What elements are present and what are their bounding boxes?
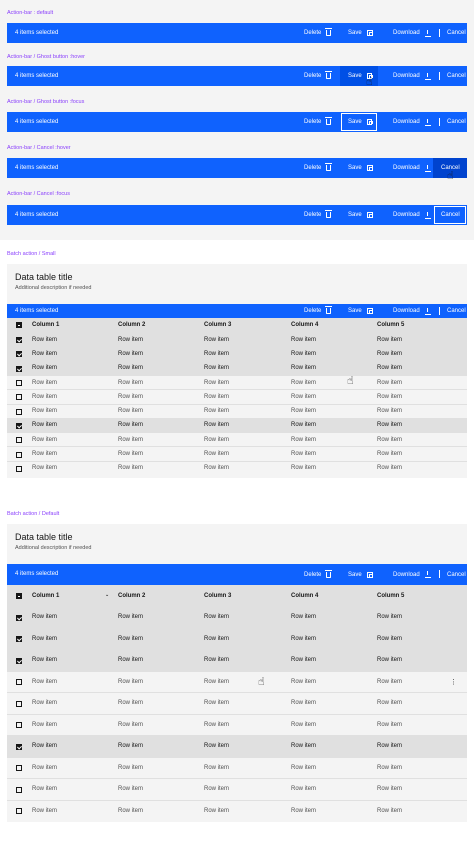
table-cell: Row item xyxy=(377,465,403,472)
cancel-label: Cancel xyxy=(441,212,460,218)
trash-can-icon xyxy=(326,308,331,314)
table-cell: Row item xyxy=(291,614,317,621)
table-cell: Row item xyxy=(204,408,230,415)
table-cell: Row item xyxy=(32,764,58,771)
delete-button[interactable] xyxy=(298,304,337,318)
table-cell: Row item xyxy=(118,743,144,750)
cancel-label: Cancel xyxy=(441,165,460,171)
column-header-5[interactable]: Column 5 xyxy=(377,592,405,599)
caption-cancel-focus: Action-bar / Cancel :focus xyxy=(7,191,70,197)
delete-label: Delete xyxy=(304,308,322,314)
cancel-label: Cancel xyxy=(447,30,466,36)
table-row[interactable] xyxy=(7,389,467,403)
download-button[interactable] xyxy=(387,112,437,132)
table-cell: Row item xyxy=(204,451,230,458)
table-cell: Row item xyxy=(32,451,58,458)
delete-label: Delete xyxy=(304,571,322,578)
data-table-small xyxy=(7,318,467,475)
table-cell: Row item xyxy=(377,678,403,685)
table-cell: Row item xyxy=(118,408,144,415)
table-cell: Row item xyxy=(291,635,317,642)
download-button[interactable] xyxy=(387,205,437,225)
cancel-label: Cancel xyxy=(447,571,466,578)
table-cell: Row item xyxy=(118,657,144,664)
download-label: Download xyxy=(393,212,420,218)
table-cell: Row item xyxy=(118,379,144,386)
table-cell: Row item xyxy=(118,635,144,642)
table-row[interactable] xyxy=(7,671,467,693)
table-cell: Row item xyxy=(377,721,403,728)
table-row[interactable] xyxy=(7,735,467,757)
divider xyxy=(439,118,440,126)
hand-cursor-icon: ☝ xyxy=(258,676,265,688)
table-cell: Row item xyxy=(32,408,58,415)
table-cell: Row item xyxy=(377,764,403,771)
row-checkbox[interactable] xyxy=(16,423,22,429)
table-cell: Row item xyxy=(291,786,317,793)
column-header-4[interactable]: Column 4 xyxy=(291,322,319,328)
table-cell: Row item xyxy=(204,657,230,664)
save-label: Save xyxy=(348,308,362,314)
table-cell: Row item xyxy=(118,807,144,814)
table-cell: Row item xyxy=(377,700,403,707)
download-icon xyxy=(425,212,431,219)
table-title: Data table title xyxy=(15,272,73,282)
table-cell: Row item xyxy=(32,657,58,664)
table-cell: Row item xyxy=(204,336,230,343)
table-row[interactable] xyxy=(7,606,467,628)
table-cell: Row item xyxy=(291,393,317,400)
table-header-row xyxy=(7,585,467,606)
table-cell: Row item xyxy=(204,350,230,357)
row-checkbox[interactable] xyxy=(16,351,22,357)
row-checkbox[interactable] xyxy=(16,394,22,400)
table-cell: Row item xyxy=(204,379,230,386)
table-cell: Row item xyxy=(377,451,403,458)
table-cell: Row item xyxy=(377,365,403,372)
row-checkbox[interactable] xyxy=(16,701,22,707)
delete-button[interactable] xyxy=(298,564,337,585)
table-cell: Row item xyxy=(291,743,317,750)
cancel-button[interactable] xyxy=(441,304,472,318)
table-row[interactable] xyxy=(7,461,467,475)
caption-ghost-hover: Action-bar / Ghost button :hover xyxy=(7,54,85,60)
table-cell: Row item xyxy=(204,365,230,372)
table-cell: Row item xyxy=(118,764,144,771)
delete-label: Delete xyxy=(304,73,322,79)
table-row[interactable] xyxy=(7,692,467,714)
table-cell: Row item xyxy=(377,614,403,621)
table-cell: Row item xyxy=(377,408,403,415)
table-row[interactable] xyxy=(7,418,467,432)
save-icon xyxy=(367,119,372,125)
table-row[interactable] xyxy=(7,332,467,346)
caption-cancel-hover: Action-bar / Cancel :hover xyxy=(7,145,71,151)
table-cell: Row item xyxy=(204,393,230,400)
divider xyxy=(439,570,440,578)
table-cell: Row item xyxy=(32,436,58,443)
hand-cursor-icon: ☝ xyxy=(366,76,373,88)
table-cell: Row item xyxy=(291,465,317,472)
delete-button[interactable] xyxy=(298,205,337,225)
row-checkbox[interactable] xyxy=(16,658,22,664)
select-all-checkbox[interactable] xyxy=(16,322,22,328)
table-title: Data table title xyxy=(15,532,73,542)
table-cell: Row item xyxy=(118,721,144,728)
save-label: Save xyxy=(348,212,362,218)
table-cell: Row item xyxy=(291,721,317,728)
save-icon xyxy=(367,308,373,314)
download-button[interactable] xyxy=(387,158,437,178)
cancel-button[interactable] xyxy=(441,66,472,86)
table-cell: Row item xyxy=(32,743,58,750)
row-checkbox[interactable] xyxy=(16,337,22,343)
table-row[interactable] xyxy=(7,714,467,736)
table-cell: Row item xyxy=(32,614,58,621)
action-bar-ghost-hover xyxy=(7,66,467,86)
row-checkbox[interactable] xyxy=(16,366,22,372)
select-all-checkbox[interactable] xyxy=(16,593,22,599)
table-cell: Row item xyxy=(118,336,144,343)
overflow-menu-icon[interactable]: ⋮ xyxy=(450,678,457,686)
table-cell: Row item xyxy=(377,350,403,357)
table-cell: Row item xyxy=(377,436,403,443)
table-header-row xyxy=(7,318,467,332)
table-row[interactable] xyxy=(7,446,467,460)
table-row[interactable] xyxy=(7,404,467,418)
table-cell: Row item xyxy=(118,614,144,621)
save-button[interactable] xyxy=(342,304,379,318)
hand-cursor-icon: ☝ xyxy=(447,170,454,182)
table-cell: Row item xyxy=(291,408,317,415)
table-cell: Row item xyxy=(291,657,317,664)
save-icon xyxy=(367,165,373,171)
selected-count: 4 items selected xyxy=(15,308,59,314)
row-checkbox[interactable] xyxy=(16,808,22,814)
action-bar-default xyxy=(7,23,467,43)
batch-action-bar-small xyxy=(7,304,467,318)
table-cell: Row item xyxy=(377,807,403,814)
table-cell: Row item xyxy=(32,336,58,343)
cancel-label: Cancel xyxy=(447,73,466,79)
action-bar-ghost-focus xyxy=(7,112,467,132)
trash-can-icon xyxy=(326,119,331,125)
column-header-2[interactable]: Column 2 xyxy=(118,322,146,328)
table-cell: Row item xyxy=(204,700,230,707)
caption-default: Action-bar : default xyxy=(7,10,54,16)
table-cell: Row item xyxy=(32,678,58,685)
delete-label: Delete xyxy=(304,212,322,218)
column-header-3[interactable]: Column 3 xyxy=(204,592,232,599)
trash-can-icon xyxy=(326,572,331,578)
table-cell: Row item xyxy=(32,365,58,372)
table-row[interactable] xyxy=(7,432,467,446)
column-header-1[interactable]: Column 1 xyxy=(32,322,60,328)
table-cell: Row item xyxy=(291,764,317,771)
delete-button[interactable] xyxy=(298,66,337,86)
table-cell: Row item xyxy=(204,422,230,429)
divider xyxy=(439,72,440,80)
table-description: Additional description if needed xyxy=(15,545,92,551)
table-cell: Row item xyxy=(118,422,144,429)
table-cell: Row item xyxy=(377,657,403,664)
download-label: Download xyxy=(393,308,420,314)
cancel-label: Cancel xyxy=(447,308,466,314)
delete-button[interactable] xyxy=(298,112,337,132)
table-cell: Row item xyxy=(291,350,317,357)
data-table-default xyxy=(7,585,467,821)
table-cell: Row item xyxy=(377,336,403,343)
selected-count: 4 items selected xyxy=(15,73,59,79)
trash-can-icon xyxy=(326,30,331,36)
table-row[interactable] xyxy=(7,346,467,360)
table-cell: Row item xyxy=(32,721,58,728)
save-button[interactable] xyxy=(342,205,379,225)
table-cell: Row item xyxy=(204,721,230,728)
cancel-label: Cancel xyxy=(447,119,466,125)
cancel-button[interactable] xyxy=(441,112,472,132)
save-icon xyxy=(367,30,373,36)
download-label: Download xyxy=(393,119,420,125)
row-checkbox[interactable] xyxy=(16,636,22,642)
table-cell: Row item xyxy=(204,614,230,621)
table-cell: Row item xyxy=(32,393,58,400)
save-label: Save xyxy=(348,119,362,125)
trash-can-icon xyxy=(326,73,331,79)
table-row[interactable] xyxy=(7,628,467,650)
row-checkbox[interactable] xyxy=(16,615,22,621)
download-button[interactable] xyxy=(387,66,437,86)
save-icon xyxy=(367,572,373,578)
row-checkbox[interactable] xyxy=(16,722,22,728)
column-header-4[interactable]: Column 4 xyxy=(291,592,319,599)
save-button[interactable] xyxy=(340,112,378,132)
row-checkbox[interactable] xyxy=(16,466,22,472)
table-cell: Row item xyxy=(377,786,403,793)
divider xyxy=(439,307,440,315)
download-label: Download xyxy=(393,73,420,79)
cancel-button[interactable] xyxy=(441,564,472,585)
table-cell: Row item xyxy=(118,786,144,793)
table-cell: Row item xyxy=(204,786,230,793)
download-icon xyxy=(425,73,431,80)
hand-cursor-icon: ☝ xyxy=(347,375,354,387)
delete-label: Delete xyxy=(304,165,322,171)
delete-button[interactable] xyxy=(298,158,337,178)
divider xyxy=(439,29,440,37)
table-cell: Row item xyxy=(204,635,230,642)
cancel-button[interactable] xyxy=(441,23,472,43)
table-row[interactable] xyxy=(7,778,467,800)
row-checkbox[interactable] xyxy=(16,452,22,458)
row-checkbox[interactable] xyxy=(16,679,22,685)
table-row[interactable] xyxy=(7,757,467,779)
save-label: Save xyxy=(348,571,362,578)
download-label: Download xyxy=(393,165,420,171)
row-checkbox[interactable] xyxy=(16,744,22,750)
download-icon xyxy=(425,119,431,126)
delete-label: Delete xyxy=(304,119,322,125)
download-button[interactable] xyxy=(387,564,437,585)
table-cell: Row item xyxy=(377,743,403,750)
row-checkbox[interactable] xyxy=(16,437,22,443)
selected-count: 4 items selected xyxy=(15,165,59,171)
download-icon xyxy=(425,571,431,578)
delete-label: Delete xyxy=(304,30,322,36)
download-icon xyxy=(425,30,431,37)
table-cell: Row item xyxy=(291,807,317,814)
download-label: Download xyxy=(393,30,420,36)
caption-batch-default: Batch action / Default xyxy=(7,511,60,517)
row-checkbox[interactable] xyxy=(16,380,22,386)
table-cell: Row item xyxy=(377,393,403,400)
table-cell: Row item xyxy=(291,436,317,443)
download-button[interactable] xyxy=(387,23,437,43)
download-button[interactable] xyxy=(387,304,437,318)
table-cell: Row item xyxy=(118,451,144,458)
table-cell: Row item xyxy=(204,436,230,443)
selected-count: 4 items selected xyxy=(15,212,59,218)
trash-can-icon xyxy=(326,165,331,171)
table-row[interactable] xyxy=(7,800,467,822)
table-description: Additional description if needed xyxy=(15,285,92,291)
save-button[interactable] xyxy=(342,158,379,178)
table-cell: Row item xyxy=(32,465,58,472)
table-cell: Row item xyxy=(291,451,317,458)
table-cell: Row item xyxy=(204,678,230,685)
table-cell: Row item xyxy=(32,350,58,357)
caption-batch-small: Batch action / Small xyxy=(7,251,56,257)
table-cell: Row item xyxy=(291,336,317,343)
table-cell: Row item xyxy=(291,700,317,707)
table-cell: Row item xyxy=(377,635,403,642)
save-button[interactable] xyxy=(342,23,379,43)
table-cell: Row item xyxy=(118,350,144,357)
column-header-1[interactable]: Column 1 xyxy=(32,592,60,599)
table-row[interactable] xyxy=(7,649,467,671)
download-icon xyxy=(425,308,431,315)
table-cell: Row item xyxy=(118,700,144,707)
caption-ghost-focus: Action-bar / Ghost button :focus xyxy=(7,99,85,105)
table-cell: Row item xyxy=(32,635,58,642)
save-button[interactable] xyxy=(342,564,379,585)
save-icon xyxy=(367,212,373,218)
column-header-2[interactable]: Column 2 xyxy=(118,592,146,599)
table-cell: Row item xyxy=(204,807,230,814)
cancel-button[interactable] xyxy=(433,205,467,225)
delete-button[interactable] xyxy=(298,23,337,43)
table-cell: Row item xyxy=(32,786,58,793)
row-checkbox[interactable] xyxy=(16,765,22,771)
table-cell: Row item xyxy=(291,422,317,429)
table-cell: Row item xyxy=(32,807,58,814)
table-cell: Row item xyxy=(32,379,58,386)
table-cell: Row item xyxy=(118,365,144,372)
table-cell: Row item xyxy=(118,465,144,472)
batch-action-bar-default xyxy=(7,564,467,585)
table-cell: Row item xyxy=(204,743,230,750)
table-cell: Row item xyxy=(118,393,144,400)
table-row[interactable] xyxy=(7,375,467,389)
table-cell: Row item xyxy=(377,422,403,429)
row-checkbox[interactable] xyxy=(16,787,22,793)
save-label: Save xyxy=(348,165,362,171)
chevron-down-icon[interactable]: ⌄ xyxy=(105,591,110,598)
action-bar-cancel-focus xyxy=(7,205,467,225)
table-cell: Row item xyxy=(118,436,144,443)
selected-count: 4 items selected xyxy=(15,119,59,125)
table-cell: Row item xyxy=(291,365,317,372)
download-label: Download xyxy=(393,571,420,578)
trash-can-icon xyxy=(326,212,331,218)
table-cell: Row item xyxy=(32,700,58,707)
column-header-5[interactable]: Column 5 xyxy=(377,322,405,328)
table-cell: Row item xyxy=(377,379,403,386)
row-checkbox[interactable] xyxy=(16,409,22,415)
table-cell: Row item xyxy=(118,678,144,685)
table-row[interactable] xyxy=(7,361,467,375)
save-label: Save xyxy=(348,30,362,36)
column-header-3[interactable]: Column 3 xyxy=(204,322,232,328)
table-cell: Row item xyxy=(32,422,58,429)
download-icon xyxy=(425,165,431,172)
table-cell: Row item xyxy=(204,465,230,472)
table-cell: Row item xyxy=(291,678,317,685)
selected-count: 4 items selected xyxy=(15,571,59,577)
table-cell: Row item xyxy=(291,379,317,386)
table-cell: Row item xyxy=(204,764,230,771)
action-bar-cancel-hover xyxy=(7,158,467,178)
selected-count: 4 items selected xyxy=(15,30,59,36)
save-label: Save xyxy=(348,73,362,79)
